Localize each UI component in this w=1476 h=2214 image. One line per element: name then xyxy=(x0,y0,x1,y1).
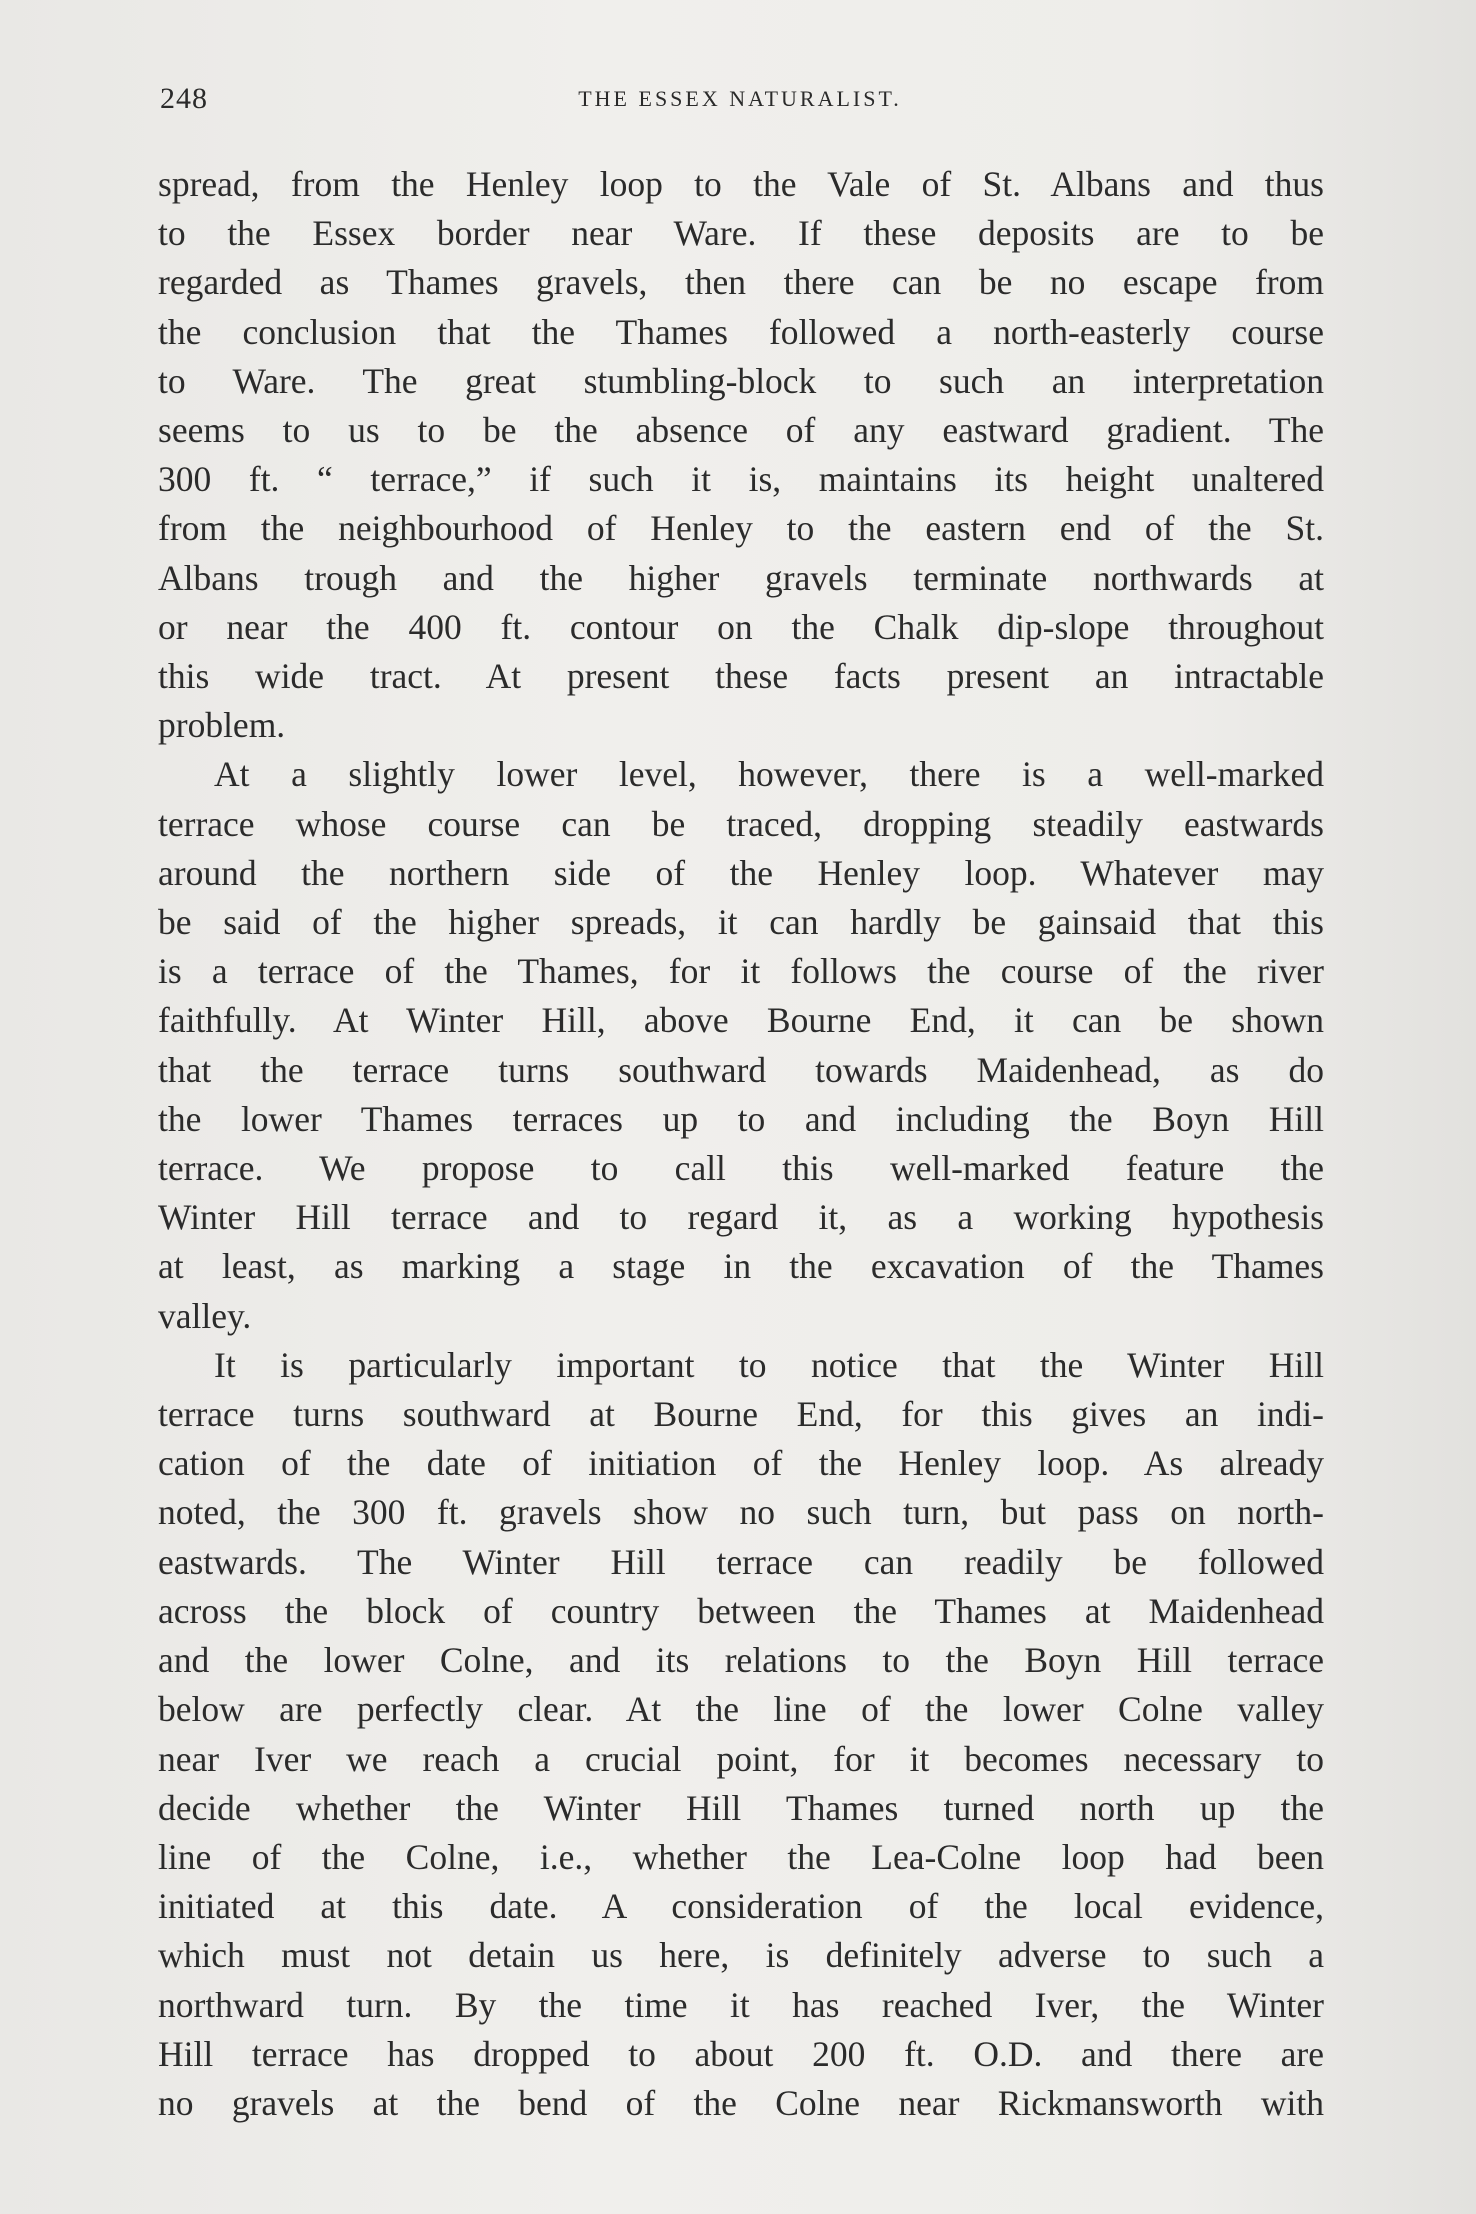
text-line: eastwards. The Winter Hill terrace can readily be followed xyxy=(158,1541,1324,1582)
paragraph-2 xyxy=(158,750,1324,1340)
text-line: around the northern side of the Henley loop. Whatever may xyxy=(158,852,1324,893)
text-line: Albans trough and the higher gravels terminate northwards at xyxy=(158,557,1324,598)
text-line: Winter Hill terrace and to regard it, as a working hypothesis xyxy=(158,1197,1324,1238)
text-line: be said of the higher spreads, it can hardly be gainsaid that this xyxy=(158,902,1324,943)
text-line: northward turn. By the time it has reached Iver, the Winter xyxy=(158,1984,1324,2025)
text-line: terrace turns southward at Bourne End, for this gives an indi- xyxy=(158,1394,1324,1435)
text-line: 300 ft. “ terrace,” if such it is, maintains its height unaltered xyxy=(158,459,1324,500)
body-text xyxy=(158,160,1324,2128)
text-line: line of the Colne, i.e., whether the Lea-Colne loop had been xyxy=(158,1836,1324,1877)
text-line: the lower Thames terraces up to and including the Boyn Hill xyxy=(158,1098,1324,1139)
text-line: terrace. We propose to call this well-marked feature the xyxy=(158,1148,1324,1189)
text-line: at least, as marking a stage in the excavation of the Thames xyxy=(158,1246,1324,1287)
page-header xyxy=(160,82,1320,122)
text-line: valley. xyxy=(158,1295,252,1336)
text-line: across the block of country between the Thames at Maidenhead xyxy=(158,1590,1324,1631)
text-line: regarded as Thames gravels, then there can be no escape from xyxy=(158,262,1324,303)
text-line: faithfully. At Winter Hill, above Bourne End, it can be shown xyxy=(158,1000,1324,1041)
text-line: that the terrace turns southward towards Maidenhead, as do xyxy=(158,1049,1324,1090)
text-line: below are perfectly clear. At the line of the lower Colne valley xyxy=(158,1689,1324,1730)
text-line: Hill terrace has dropped to about 200 ft. O.D. and there are xyxy=(158,2033,1324,2074)
text-line: to Ware. The great stumbling-block to such an interpretation xyxy=(158,360,1324,401)
text-line: and the lower Colne, and its relations to the Boyn Hill terrace xyxy=(158,1640,1324,1681)
text-line: cation of the date of initiation of the Henley loop. As already xyxy=(158,1443,1324,1484)
text-line: spread, from the Henley loop to the Vale of St. Albans and thus xyxy=(158,164,1324,204)
text-line: this wide tract. At present these facts present an intractable xyxy=(158,656,1324,697)
text-line: noted, the 300 ft. gravels show no such turn, but pass on north- xyxy=(158,1492,1324,1533)
text-line: which must not detain us here, is definitely adverse to such a xyxy=(158,1935,1324,1976)
text-line: It is particularly important to notice that the Winter Hill xyxy=(214,1344,1324,1385)
paragraph-3 xyxy=(158,1341,1324,2128)
text-line: initiated at this date. A consideration of the local evidence, xyxy=(158,1886,1324,1927)
text-line: no gravels at the bend of the Colne near Rickmansworth with xyxy=(158,2082,1324,2123)
text-line: or near the 400 ft. contour on the Chalk dip-slope throughout xyxy=(158,606,1324,647)
text-line: to the Essex border near Ware. If these deposits are to be xyxy=(158,213,1324,254)
text-line: near Iver we reach a crucial point, for it becomes necessary to xyxy=(158,1738,1324,1779)
running-title: THE ESSEX NATURALIST. xyxy=(578,86,902,111)
text-line: problem. xyxy=(158,705,286,746)
text-line: decide whether the Winter Hill Thames turned north up the xyxy=(158,1787,1324,1828)
page-number: 248 xyxy=(160,82,208,115)
text-line: is a terrace of the Thames, for it follows the course of the river xyxy=(158,951,1324,992)
paragraph-1 xyxy=(158,160,1324,750)
text-line: seems to us to be the absence of any eastward gradient. The xyxy=(158,410,1324,451)
text-line: from the neighbourhood of Henley to the eastern end of the St. xyxy=(158,508,1324,549)
text-line: At a slightly lower level, however, there is a well-marked xyxy=(214,754,1324,795)
text-line: terrace whose course can be traced, dropping steadily eastwards xyxy=(158,803,1324,844)
text-line: the conclusion that the Thames followed a north-easterly course xyxy=(158,311,1324,352)
